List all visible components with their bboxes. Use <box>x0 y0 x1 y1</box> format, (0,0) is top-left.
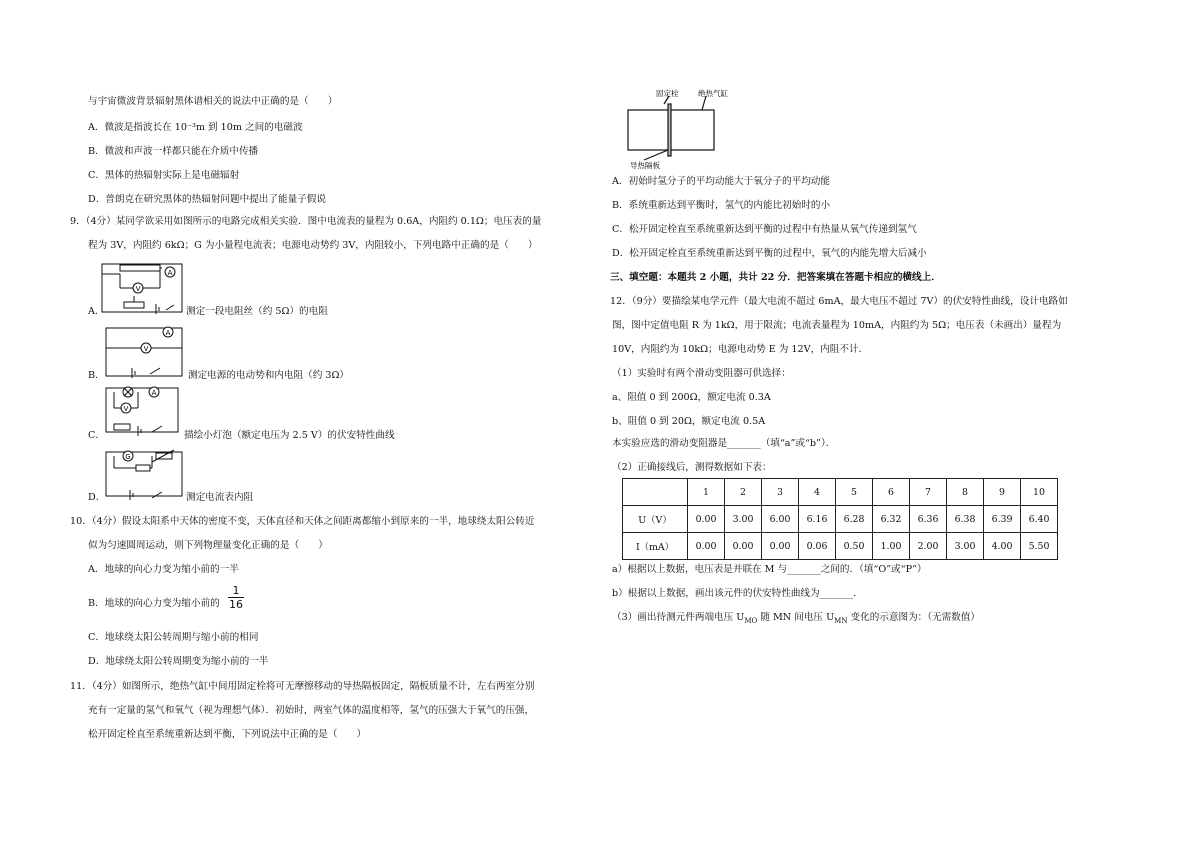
voltmeter-label: V <box>135 285 141 293</box>
q9-option-a-letter: A． <box>88 306 105 317</box>
q10-option-c: C．地球绕太阳公转周期与缩小前的相同 <box>88 632 259 643</box>
cylinder-figure <box>622 88 752 180</box>
q11-stem-line1: 11．（4分）如图所示，绝热气缸中间用固定栓将可无摩擦移动的导热隔板固定，隔板质量不计，左右两室分别 <box>70 681 535 692</box>
q9-option-c-text: 描绘小灯泡（额定电压为 2.5 V）的伏安特性曲线 <box>184 430 395 441</box>
q10-option-a: A．地球的向心力变为缩小前的一半 <box>88 564 239 575</box>
circuit-c-diagram <box>102 384 186 446</box>
q9-option-d-text: 测定电流表内阻 <box>186 492 254 503</box>
q10-stem-line2: 似为匀速圆周运动，则下列物理量变化正确的是（ ） <box>88 540 328 551</box>
q10-option-b: B．地球的向心力变为缩小前的 <box>88 598 220 609</box>
q12-stem-line2: 图，图中定值电阻 R 为 1kΩ，用于限流；电流表量程为 10mA，内阻约为 5Ω；电压表（未画出）量程为 <box>612 320 1062 331</box>
circuit-a-diagram <box>98 262 188 322</box>
data-table <box>622 478 1058 560</box>
q12-stem-line1: 12．（9分）要描绘某电学元件（最大电流不超过 6mA，最大电压不超过 7V）的伏安特性曲线，设计电路如 <box>610 296 1068 307</box>
svg-text:A: A <box>151 389 157 397</box>
q8-option-d: D．普朗克在研究黑体的热辐射问题中提出了能量子假说 <box>88 194 326 205</box>
fraction-denominator: 16 <box>229 598 243 611</box>
q9-option-c-letter: C． <box>88 430 105 441</box>
q12-part1: （1）实验时有两个滑动变阻器可供选择： <box>612 368 791 379</box>
q12-part2: （2）正确接线后，测得数据如下表： <box>612 462 772 473</box>
q8-option-a: A．微波是指波长在 10⁻³m 到 10m 之间的电磁波 <box>88 122 303 133</box>
q11-option-b: B．系统重新达到平衡时，氢气的内能比初始时的小 <box>612 200 831 211</box>
table-row: U（V） 0.00 3.00 6.00 6.16 6.28 6.32 6.36 6.38 6.39 6.40 <box>623 506 1058 533</box>
q9-option-a-text: 测定一段电阻丝（约 5Ω）的电阻 <box>186 306 328 317</box>
q9-option-b-text: 测定电源的电动势和内电阻（约 3Ω） <box>188 370 350 381</box>
q8-option-b: B．微波和声波一样都只能在介质中传播 <box>88 146 259 157</box>
q11-stem-line2: 充有一定量的氢气和氧气（视为理想气体）．初始时，两室气体的温度相等，氢气的压强大于氧气的压强， <box>88 705 535 716</box>
galvanometer-label: G <box>125 453 131 461</box>
q11-option-c: C．松开固定栓直至系统重新达到平衡的过程中有热量从氧气传递到氢气 <box>612 224 917 235</box>
q12-stem-line3: 10V，内阻约为 10kΩ；电源电动势 E 为 12V，内阻不计． <box>612 344 869 355</box>
q8-stem: 与宇宙微波背景辐射黑体谱相关的说法中正确的是（ ） <box>88 96 338 107</box>
section-3-heading: 三、填空题：本题共 2 小题，共计 22 分．把答案填在答题卡相应的横线上． <box>610 272 941 283</box>
q8-option-c: C．黑体的热辐射实际上是电磁辐射 <box>88 170 240 181</box>
label-cylinder: 绝热气缸 <box>698 89 728 98</box>
svg-text:V: V <box>123 405 129 413</box>
q10-stem-line1: 10．（4分）假设太阳系中天体的密度不变，天体直径和天体之间距离都缩小到原来的一半，地球绕太阳公转近 <box>70 516 535 527</box>
q12-part3: （3）画出待测元件两端电压 $U_{MO}$ 随 MN 间电压 $U_{MN}$ 变化的示意图为：（无需数值） <box>612 612 981 625</box>
q11-option-a: A．初始时氢分子的平均动能大于氧分子的平均动能 <box>612 176 830 187</box>
q10-option-d: D．地球绕太阳公转周期变为缩小前的一半 <box>88 656 269 667</box>
circuit-b-diagram <box>102 324 188 386</box>
label-pin: 固定栓 <box>656 89 679 98</box>
table-header-row: 1 2 3 4 5 6 7 8 9 10 <box>623 479 1058 506</box>
q12-choose: 本实验应选的滑动变阻器是_______（填“a”或“b”）． <box>612 438 836 449</box>
q12-option-b: b、阻值 0 到 20Ω，额定电流 0.5A <box>612 416 766 427</box>
q9-option-b-letter: B． <box>88 370 105 381</box>
table-row: I（mA） 0.00 0.00 0.00 0.06 0.50 1.00 2.00 3.00 4.00 5.50 <box>623 533 1058 560</box>
circuit-d-diagram <box>102 446 188 510</box>
q9-stem-line1: 9．（4分）某同学欲采用如图所示的电路完成相关实验．图中电流表的量程为 0.6A，内阻约 0.1Ω；电压表的量 <box>70 216 542 227</box>
q11-option-d: D．松开固定栓直至系统重新达到平衡的过程中，氧气的内能先增大后减小 <box>612 248 927 259</box>
q12-part2-a: a）根据以上数据，电压表是并联在 M 与_______之间的．（填“O”或“P”） <box>612 564 927 575</box>
q12-part2-b: b）根据以上数据，画出该元件的伏安特性曲线为_______． <box>612 588 863 599</box>
q9-option-d-letter: D． <box>88 492 106 503</box>
svg-text:V: V <box>143 345 149 353</box>
q9-stem-line2: 程为 3V，内阻约 6kΩ；G 为小量程电流表；电源电动势约 3V，内阻较小，下列电路中正确的是（ ） <box>88 240 538 251</box>
fraction <box>228 584 244 611</box>
svg-text:A: A <box>165 329 171 337</box>
q12-option-a: a、阻值 0 到 200Ω，额定电流 0.3A <box>612 392 771 403</box>
fraction-numerator: 1 <box>232 584 240 597</box>
label-plate: 导热隔板 <box>630 161 660 170</box>
q11-stem-line3: 松开固定栓直至系统重新达到平衡，下列说法中正确的是（ ） <box>88 729 367 740</box>
ammeter-label: A <box>167 269 173 277</box>
